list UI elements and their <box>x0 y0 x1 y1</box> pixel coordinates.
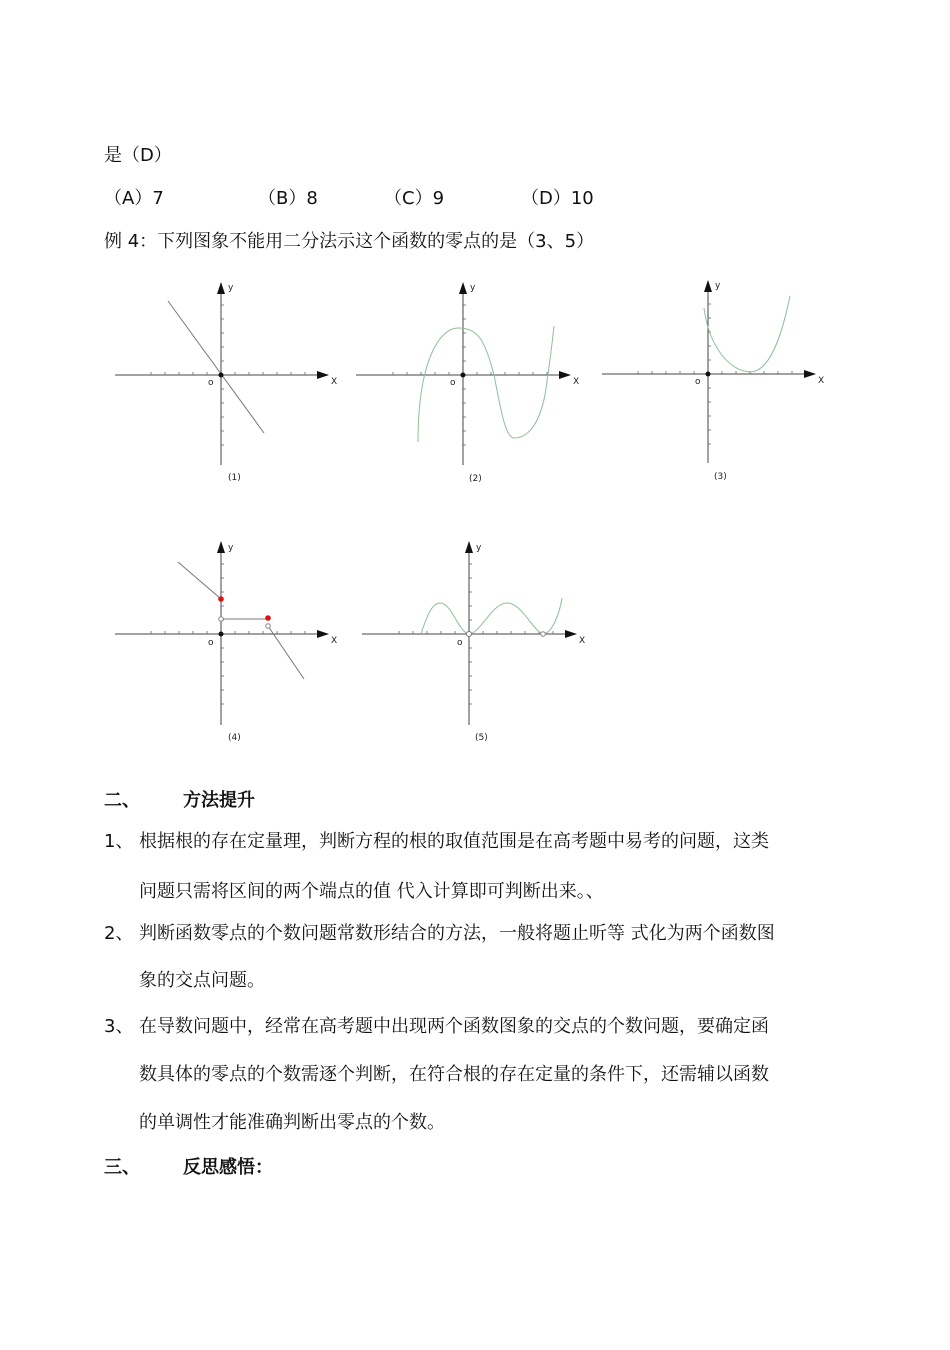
y-axis-label: y <box>470 283 476 293</box>
x-axis-label: X <box>573 377 580 387</box>
x-axis-label: X <box>331 377 338 387</box>
example-prompt: 例 4：下列图象不能用二分法示这个函数的零点的是（3、5） <box>104 231 595 252</box>
origin-label: o <box>208 638 214 648</box>
open-point <box>219 617 224 622</box>
item-3-line-3: 的单调性才能准确判断出零点的个数。 <box>139 1112 445 1133</box>
item-1-line-2: 问题只需将区间的两个端点的值 代入计算即可判断出来。、 <box>139 881 604 902</box>
y-axis-label: y <box>715 281 721 291</box>
option-d: （D）10 <box>521 188 594 209</box>
graph-3 <box>602 281 824 482</box>
origin-label: o <box>208 378 214 388</box>
origin-label: o <box>457 638 463 648</box>
x-axis-label: X <box>579 636 586 646</box>
graph-5 <box>362 542 585 743</box>
piecewise-segment-left <box>178 562 221 599</box>
item-2-line-1: 判断函数零点的个数问题常数形结合的方法，一般将题止听等 式化为两个函数图 <box>139 923 775 944</box>
option-c: （C）9 <box>384 188 445 209</box>
wave-curve-5 <box>421 598 562 634</box>
graph-4 <box>115 542 337 743</box>
line-curve-1 <box>168 301 264 433</box>
item-3-number: 3、 <box>104 1016 134 1037</box>
answer-line: 是（D） <box>104 145 172 166</box>
caption-1: (1) <box>228 473 241 483</box>
item-1-number: 1、 <box>104 831 134 852</box>
origin-label: o <box>450 378 456 388</box>
option-a: （A）7 <box>104 188 164 209</box>
section-2-title: 方法提升 <box>183 790 255 811</box>
y-axis-label: y <box>476 543 482 553</box>
x-axis-label: X <box>818 376 825 386</box>
item-2-line-2: 象的交点问题。 <box>139 970 265 991</box>
origin-label: o <box>695 377 701 387</box>
section-3-number: 三、 <box>104 1157 140 1178</box>
y-axis-label: y <box>228 543 234 553</box>
x-axis-label: X <box>331 636 338 646</box>
closed-point <box>265 615 271 621</box>
item-3-line-2: 数具体的零点的个数需逐个判断，在符合根的存在定量的条件下，还需辅以函数 <box>139 1064 769 1085</box>
open-point <box>266 624 271 629</box>
option-b: （B）8 <box>258 188 318 209</box>
caption-5: (5) <box>475 733 488 743</box>
item-3-line-1: 在导数问题中，经常在高考题中出现两个函数图象的交点的个数问题，要确定函 <box>139 1016 769 1037</box>
item-2-number: 2、 <box>104 923 134 944</box>
parabola-curve-3 <box>704 296 790 372</box>
graph-2 <box>356 283 579 484</box>
item-1-line-1: 根据根的存在定量理，判断方程的根的取值范围是在高考题中易考的问题，这类 <box>139 831 769 852</box>
section-2-number: 二、 <box>104 790 140 811</box>
cubic-curve-2 <box>418 326 554 442</box>
section-3-title: 反思感悟： <box>183 1157 273 1178</box>
graph-1 <box>115 283 337 483</box>
closed-point <box>218 596 224 602</box>
caption-3: (3) <box>714 472 727 482</box>
y-axis-label: y <box>228 283 234 293</box>
caption-2: (2) <box>469 474 482 484</box>
caption-4: (4) <box>228 733 241 743</box>
